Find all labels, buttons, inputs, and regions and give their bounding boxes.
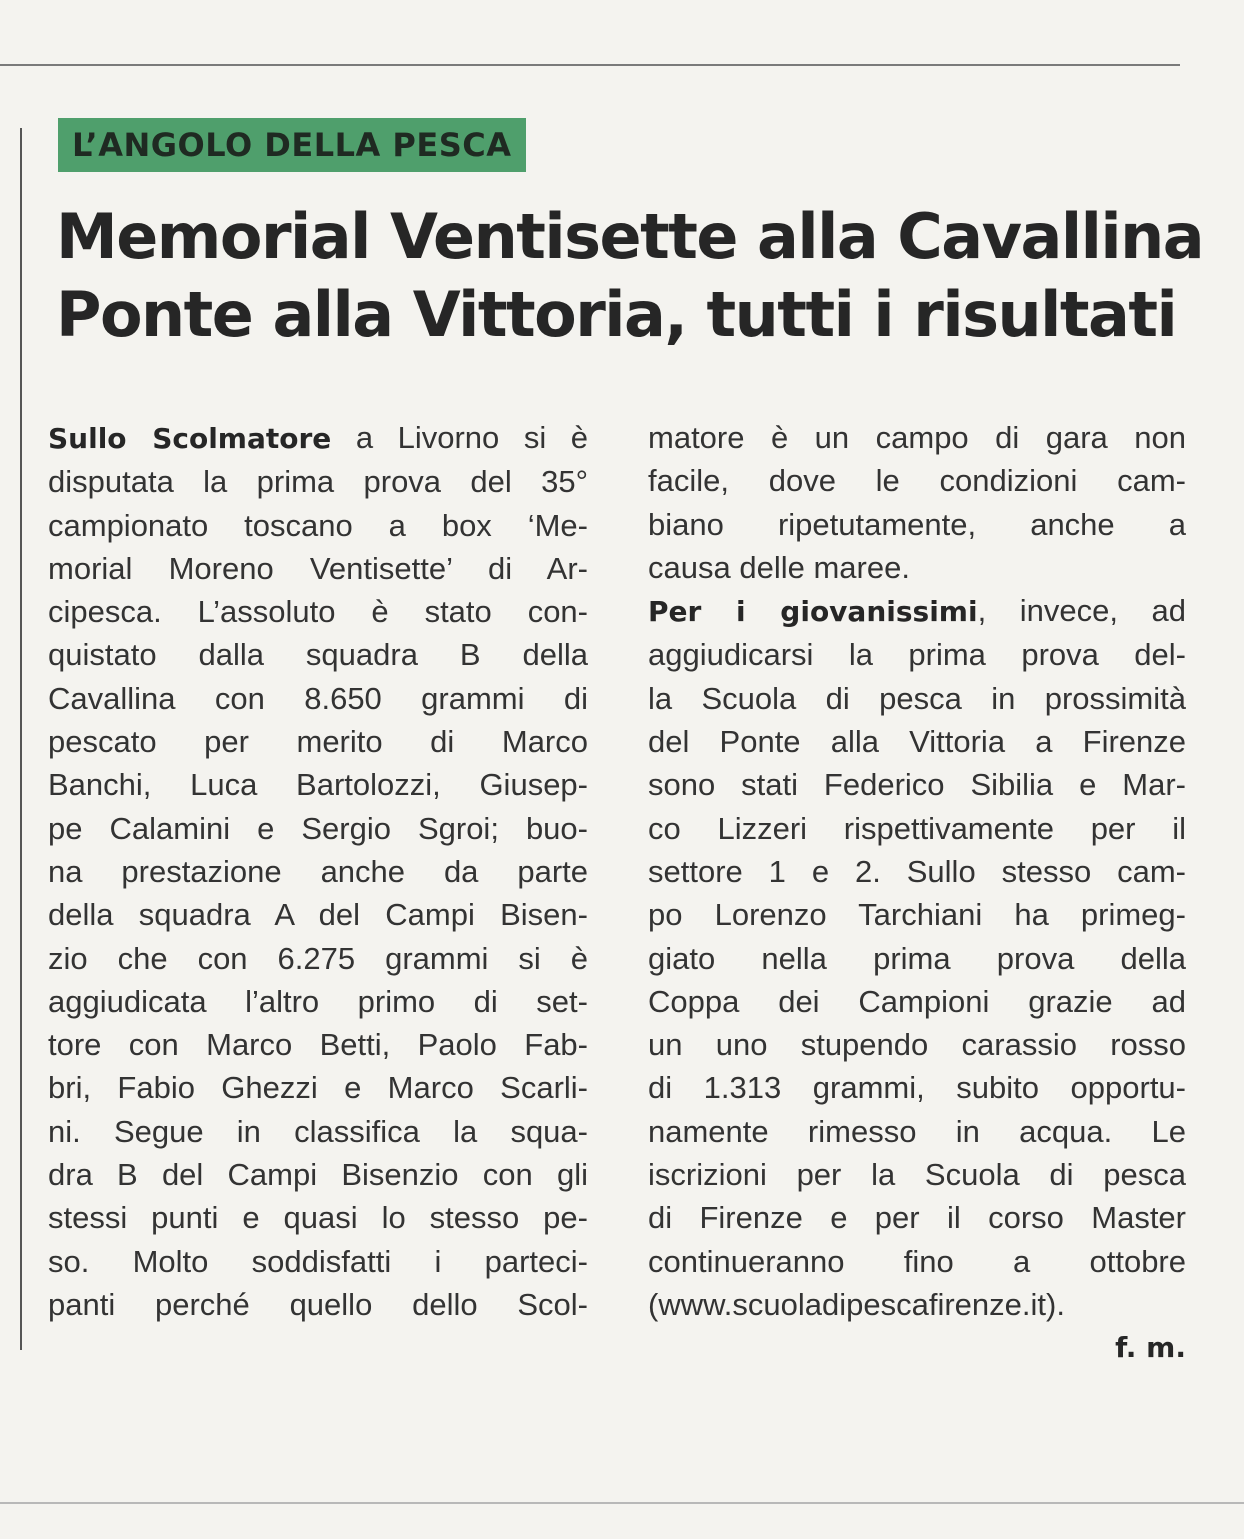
article-line: zio che con 6.275 grammi si è — [48, 940, 588, 976]
author-signature: f. m. — [1115, 1331, 1186, 1365]
article-line: continueranno fino a ottobre — [648, 1243, 1186, 1279]
article-line — [648, 589, 1186, 633]
article-column-right — [648, 416, 1186, 1370]
lead-in: Per i giovanissimi — [648, 595, 978, 629]
article-line: pescato per merito di Marco — [48, 724, 588, 760]
article-line: morial Moreno Ventisette’ di Ar- — [48, 550, 588, 586]
left-column-rule — [20, 128, 22, 1350]
article-line: po Lorenzo Tarchiani ha primeg- — [648, 897, 1186, 933]
article-line: dra B del Campi Bisenzio con gli — [48, 1157, 588, 1193]
article-line: della squadra A del Campi Bisen- — [48, 897, 588, 933]
article-line: un uno stupendo carassio rosso — [648, 1027, 1186, 1063]
article-line: co Lizzeri rispettivamente per il — [648, 810, 1186, 846]
section-kicker: L’ANGOLO DELLA PESCA — [58, 118, 526, 172]
bottom-rule — [0, 1502, 1244, 1504]
article-line: pe Calamini e Sergio Sgroi; buo- — [48, 810, 588, 846]
article-line: Cavallina con 8.650 grammi di — [48, 680, 588, 716]
article-line: quistato dalla squadra B della — [48, 637, 588, 673]
article-line: na prestazione anche da parte — [48, 853, 588, 889]
article-line — [48, 416, 588, 460]
article-line: disputata la prima prova del 35° — [48, 464, 588, 500]
article-line: namente rimesso in acqua. Le — [648, 1113, 1186, 1149]
article-line: facile, dove le condizioni cam- — [648, 463, 1186, 499]
article-line: Banchi, Luca Bartolozzi, Giusep- — [48, 767, 588, 803]
article-line: campionato toscano a box ‘Me- — [48, 507, 588, 543]
article-line: Coppa dei Campioni grazie ad — [648, 983, 1186, 1019]
article-line: cipesca. L’assoluto è stato con- — [48, 594, 588, 630]
line-text: , invece, ad — [977, 593, 1186, 629]
article-line: tore con Marco Betti, Paolo Fab- — [48, 1027, 588, 1063]
article-line: biano ripetutamente, anche a — [648, 506, 1186, 542]
headline — [56, 198, 1204, 354]
article-line: so. Molto soddisfatti i parteci- — [48, 1243, 588, 1279]
article-line: (www.scuoladipescafirenze.it). — [648, 1286, 1065, 1322]
article-line: di 1.313 grammi, subito opportu- — [648, 1070, 1186, 1106]
article-line: bri, Fabio Ghezzi e Marco Scarli- — [48, 1070, 588, 1106]
article-line: la Scuola di pesca in prossimità — [648, 680, 1186, 716]
article-line: iscrizioni per la Scuola di pesca — [648, 1157, 1186, 1193]
headline-line-2: Ponte alla Vittoria, tutti i risultati — [56, 278, 1177, 351]
article-line: aggiudicarsi la prima prova del- — [648, 637, 1186, 673]
article-line: stessi punti e quasi lo stesso pe- — [48, 1200, 588, 1236]
article-line: aggiudicata l’altro primo di set- — [48, 983, 588, 1019]
article-line: settore 1 e 2. Sullo stesso cam- — [648, 853, 1186, 889]
article-line: panti perché quello dello Scol- — [48, 1286, 588, 1322]
article-line: del Ponte alla Vittoria a Firenze — [648, 724, 1186, 760]
line-text: a Livorno si è — [331, 420, 588, 455]
article-line: matore è un campo di gara non — [648, 420, 1186, 455]
article-line: sono stati Federico Sibilia e Mar- — [648, 767, 1186, 803]
headline-line-1: Memorial Ventisette alla Cavallina — [56, 200, 1204, 273]
article-line: giato nella prima prova della — [648, 940, 1186, 976]
article-column-left — [48, 416, 588, 1326]
top-rule — [0, 64, 1180, 66]
lead-in: Sullo Scolmatore — [48, 422, 332, 455]
article-line: ni. Segue in classifica la squa- — [48, 1113, 588, 1149]
article-line: di Firenze e per il corso Master — [648, 1200, 1186, 1236]
article-line: causa delle maree. — [648, 549, 910, 585]
